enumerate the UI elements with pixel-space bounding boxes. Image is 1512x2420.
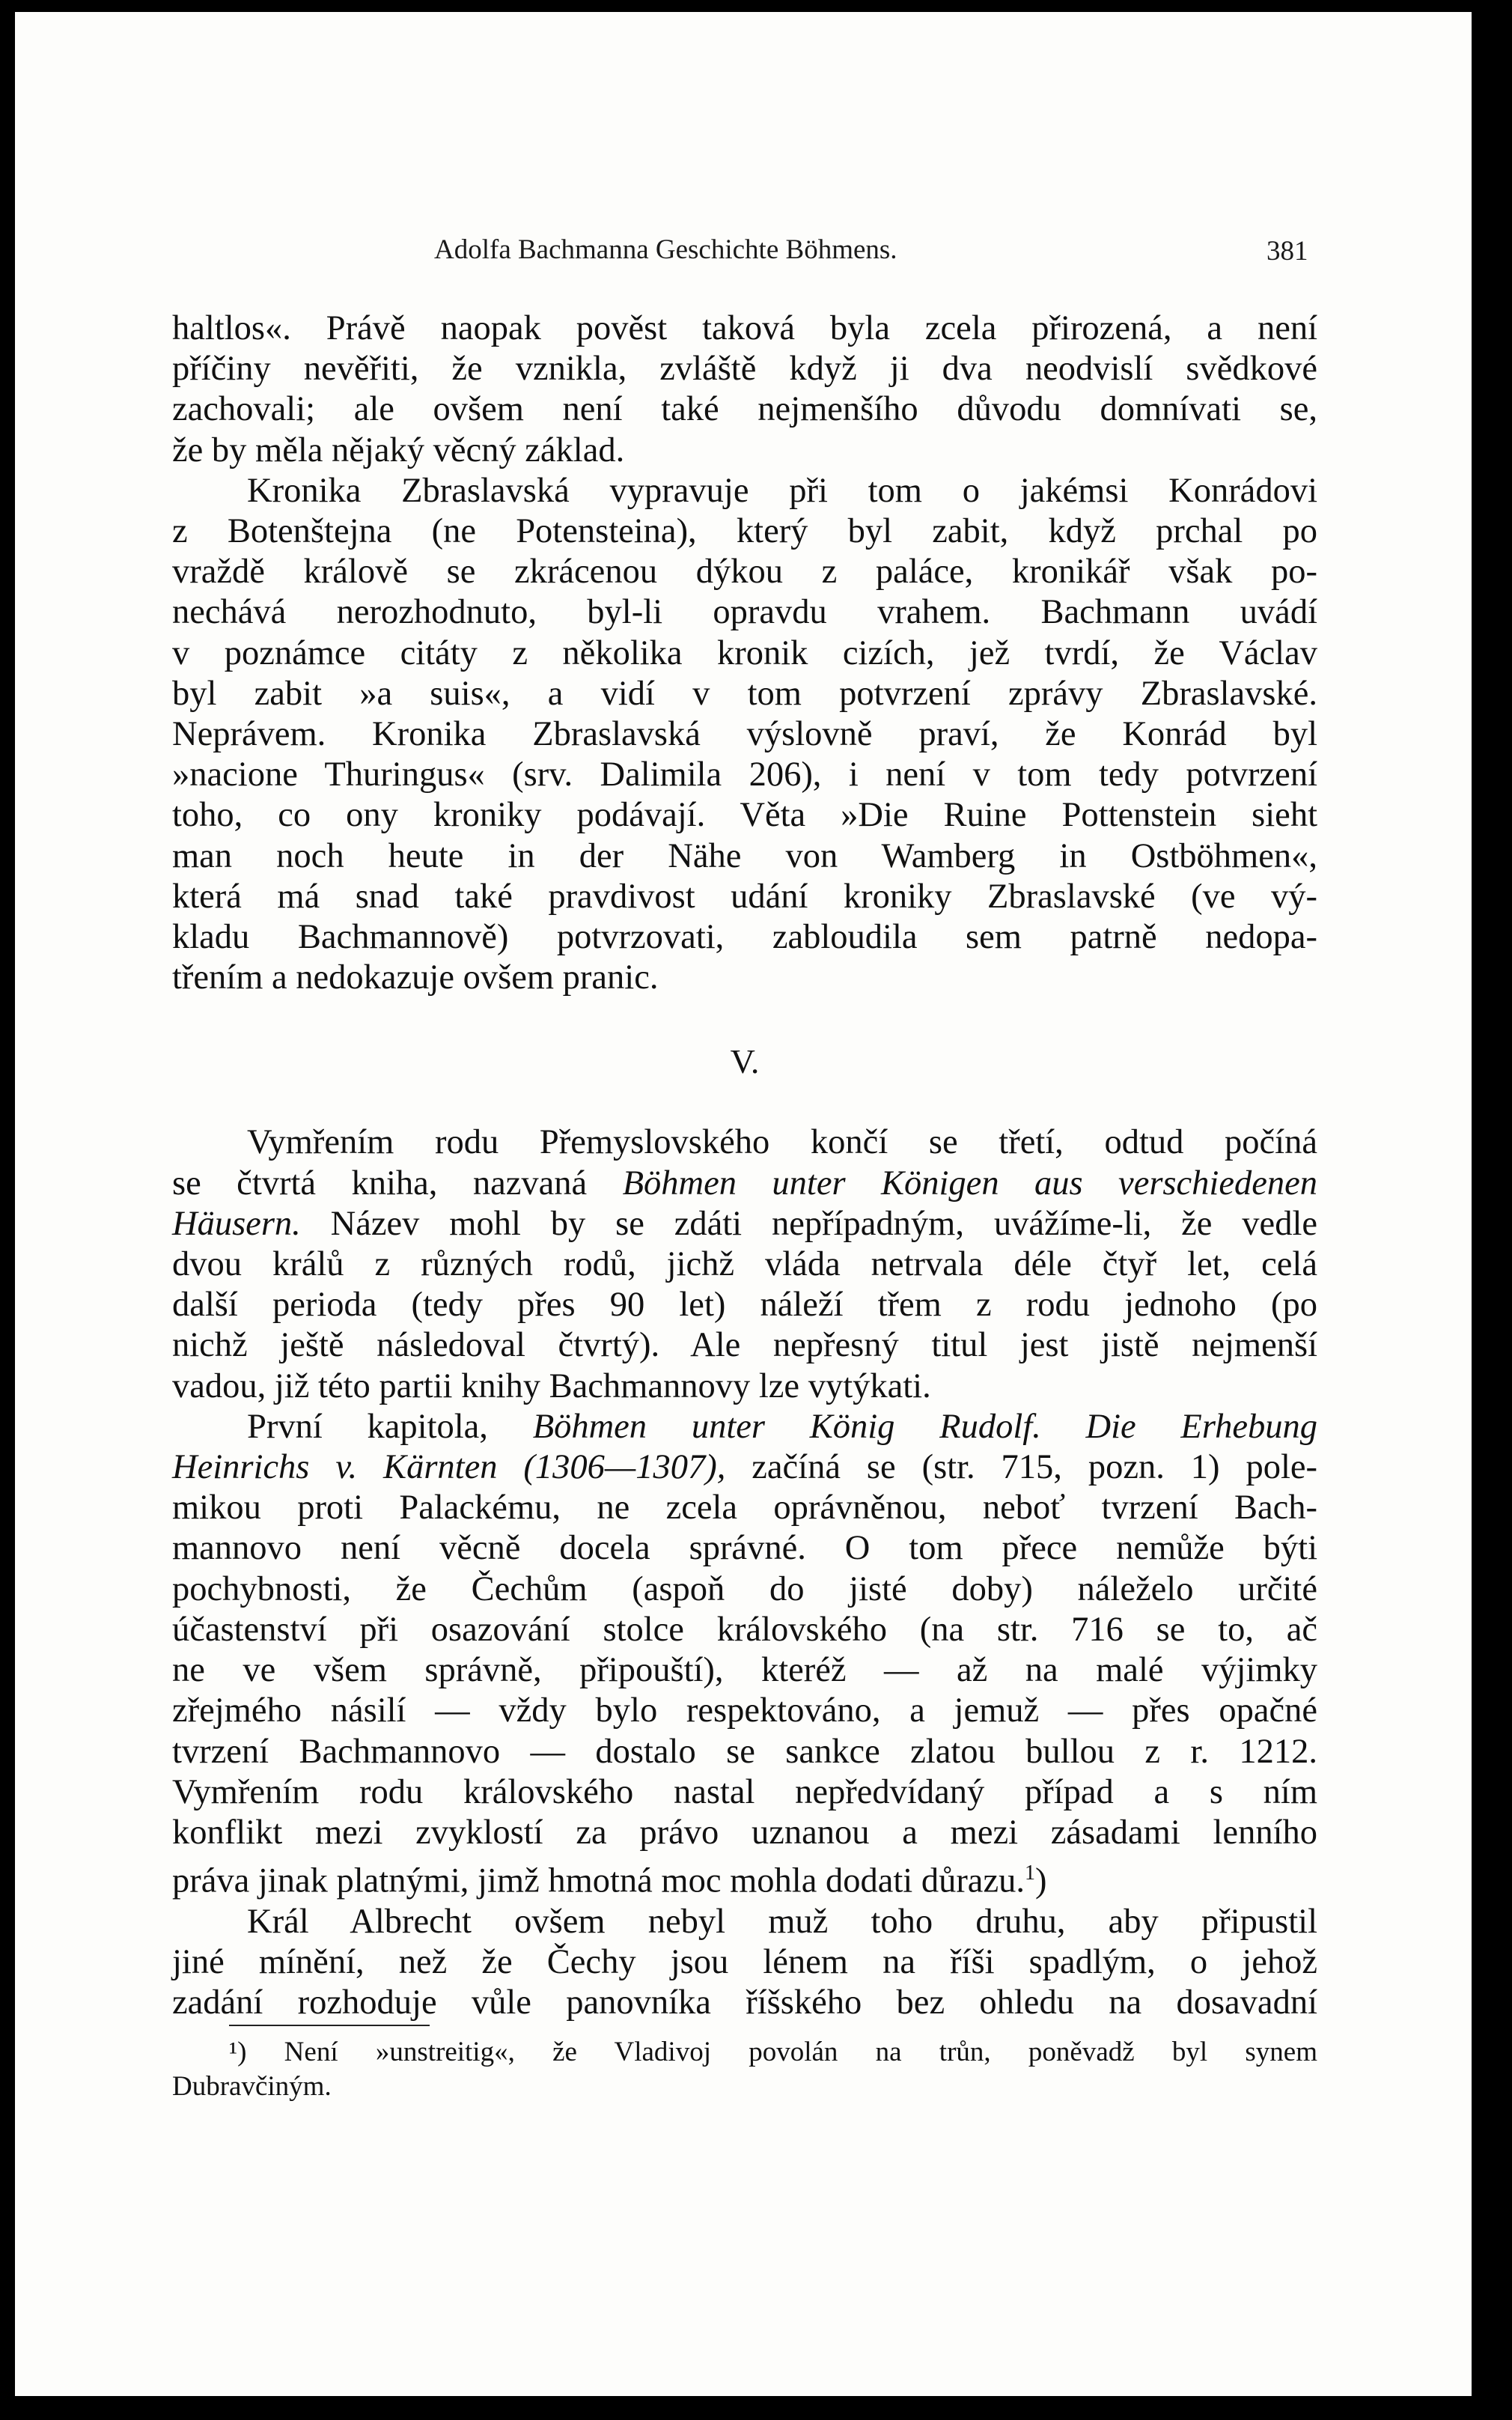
running-title: Adolfa Bachmanna Geschichte Böhmens. [434,234,897,265]
text-line [172,1447,1317,1488]
text-line: že by měla nějaký věcný základ. [172,431,625,469]
text-line: Kronika Zbraslavská vypravuje při tom o jakémsi Konrádovi [247,471,1317,510]
text-segment: práva jinak platnými, jimž hmotná moc mohla dodati důrazu. [172,1861,1025,1900]
text-line: byl zabit »a suis«, a vidí v tom potvrzení zprávy Zbraslavské. [172,674,1317,713]
text-segment: se čtvrtá kniha, nazvaná [172,1164,623,1203]
text-line [172,1164,1317,1204]
text-line: Neprávem. Kronika Zbraslavská výslovně praví, že Konrád byl [172,715,1317,754]
text-line [172,1853,1317,1902]
text-line [172,1204,1317,1244]
body-text [172,308,1317,2023]
text-line: haltlos«. Právě naopak pověst taková byla zcela přirozená, a není [172,309,1317,347]
text-line: z Botenštejna (ne Potensteina), který byl zabit, když prchal po [172,512,1317,551]
text-line: Vymřením rodu Přemyslovského končí se třetí, odtud počíná [247,1123,1317,1162]
text-segment: začíná se (str. 715, pozn. 1) pole- [725,1448,1318,1487]
text-line: vadou, již této partii knihy Bachmannovy lze vytýkati. [172,1366,931,1405]
footnote-line [172,2035,1317,2070]
text-line: zachovali; ale ovšem není také nejmenšího důvodu domnívati se, [172,390,1317,429]
italic-title: Böhmen unter Königen aus verschiedenen [622,1164,1317,1203]
text-line: příčiny nevěřiti, že vznikla, zvláště když ji dva neodvislí svědkové [172,350,1317,389]
footnote-divider [229,2025,430,2026]
text-line: man noch heute in der Nähe von Wamberg in Ostböhmen«, [172,836,1317,875]
text-segment: První kapitola, [247,1407,533,1446]
text-line: zadání rozhoduje vůle panovníka říšského bez ohledu na dosavadní [172,1983,1317,2022]
text-line: Král Albrecht ovšem nebyl muž toho druhu, aby připustil [247,1902,1317,1941]
text-line: tvrzení Bachmannovo — dostalo se sankce zlatou bullou z r. 1212. [172,1732,1317,1771]
text-line: toho, co ony kroniky podávají. Věta »Die Ruine Pottenstein sieht [172,796,1317,835]
text-line: nechává nerozhodnuto, byl-li opravdu vrahem. Bachmann uvádí [172,593,1317,632]
book-page [15,12,1472,2396]
italic-title: Böhmen unter König Rudolf. Die Erhebung [532,1407,1317,1446]
text-line: Vymřením rodu královského nastal nepředvídaný případ a s ním [172,1772,1317,1811]
text-line: jiné mínění, než že Čechy jsou lénem na říši spadlým, o jehož [172,1943,1317,1982]
italic-title: Heinrichs v. Kärnten (1306—1307), [172,1448,726,1487]
page-number: 381 [1266,236,1308,267]
section-heading: V. [730,1042,760,1081]
footnote-marker: ¹) [229,2037,247,2067]
text-line: dvou králů z různých rodů, jichž vláda netrvala déle čtyř let, celá [172,1245,1317,1284]
text-line: kladu Bachmannově) potvrzovati, zabloudila sem patrně nedopa- [172,918,1317,957]
footnote-line: Dubravčiným. [172,2071,332,2102]
footnotes [172,2035,1317,2104]
text-line: účastenství při osazování stolce královského (na str. 716 se to, ač [172,1610,1317,1649]
text-line: mikou proti Palackému, ne zcela oprávněnou, neboť tvrzení Bach- [172,1489,1317,1527]
text-segment: Název mohl by se zdáti nepřípadným, uvážíme-li, že vedle [300,1204,1317,1243]
text-line: mannovo není věcně docela správné. O tom přece nemůže býti [172,1529,1317,1568]
text-segment: ) [1034,1861,1047,1900]
italic-title: Häusern. [172,1204,301,1243]
text-line: zřejmého násilí — vždy bylo respektováno, a jemuž — přes opačné [172,1691,1317,1730]
text-line: pochybnosti, že Čechům (aspoň do jisté doby) náleželo určité [172,1569,1317,1608]
text-line: konflikt mezi zvyklostí za právo uznanou a mezi zásadami lenního [172,1813,1317,1852]
text-line: ne ve všem správně, připouští), kteréž — až na malé výjimky [172,1651,1317,1690]
text-line [172,1407,1317,1447]
text-line: »nacione Thuringus« (srv. Dalimila 206), i není v tom tedy potvrzení [172,756,1317,794]
text-line: nichž ještě následoval čtvrtý). Ale nepřesný titul jest jistě nejmenší [172,1326,1317,1365]
text-line: v poznámce citáty z několika kronik cizích, jež tvrdí, že Václav [172,633,1317,672]
text-line: třením a nedokazuje ovšem pranic. [172,958,659,997]
footnote-reference: 1 [1024,1861,1035,1885]
text-line: která má snad také pravdivost udání kroniky Zbraslavské (ve vý- [172,877,1317,916]
footnote-text: Není »unstreitig«, že Vladivoj povolán na trůn, poněvadž byl synem [284,2037,1318,2067]
text-line: další perioda (tedy přes 90 let) náleží třem z rodu jednoho (po [172,1286,1317,1325]
text-line: vraždě králově se zkrácenou dýkou z paláce, kronikář však po- [172,553,1317,592]
